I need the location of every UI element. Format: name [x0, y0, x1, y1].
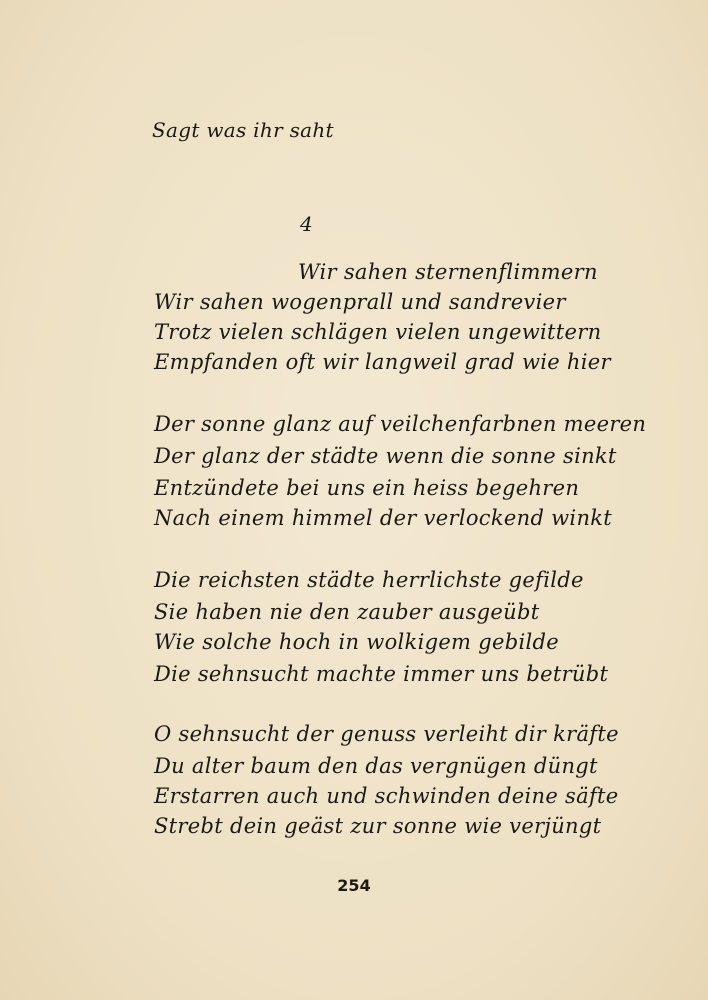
- stanza-3-line-3: Wie solche hoch in wolkigem gebilde: [154, 630, 559, 654]
- stanza-4-line-4: Strebt dein geäst zur sonne wie verjüngt: [154, 814, 602, 838]
- stanza-4-line-2: Du alter baum den das vergnügen düngt: [154, 754, 598, 778]
- stanza-3-line-1: Die reichsten städte herrlichste gefilde: [154, 568, 584, 592]
- stanza-2-line-1: Der sonne glanz auf veilchenfarbnen meeren: [154, 412, 647, 436]
- section-number: 4: [300, 212, 314, 236]
- stanza-3-line-4: Die sehnsucht machte immer uns betrübt: [154, 662, 609, 686]
- stanza-1-line-2: Wir sahen wogenprall und sandrevier: [154, 290, 566, 314]
- stanza-1-line-3: Trotz vielen schlägen vielen ungewittern: [154, 320, 602, 344]
- stanza-2-line-4: Nach einem himmel der verlockend winkt: [154, 506, 613, 530]
- page-number: 254: [337, 876, 371, 895]
- stanza-4-line-3: Erstarren auch und schwinden deine säfte: [154, 784, 619, 808]
- stanza-1-line-4: Empfanden oft wir langweil grad wie hier: [154, 350, 611, 374]
- stanza-4-line-1: O sehnsucht der genuss verleiht dir kräfte: [154, 722, 619, 746]
- stanza-2-line-2: Der glanz der städte wenn die sonne sinkt: [154, 444, 617, 468]
- heading: Sagt was ihr saht: [152, 118, 334, 142]
- stanza-2-line-3: Entzündete bei uns ein heiss begehren: [154, 476, 580, 500]
- stanza-3-line-2: Sie haben nie den zauber ausgeübt: [154, 600, 540, 624]
- stanza-1-line-1: Wir sahen sternenflimmern: [298, 260, 598, 284]
